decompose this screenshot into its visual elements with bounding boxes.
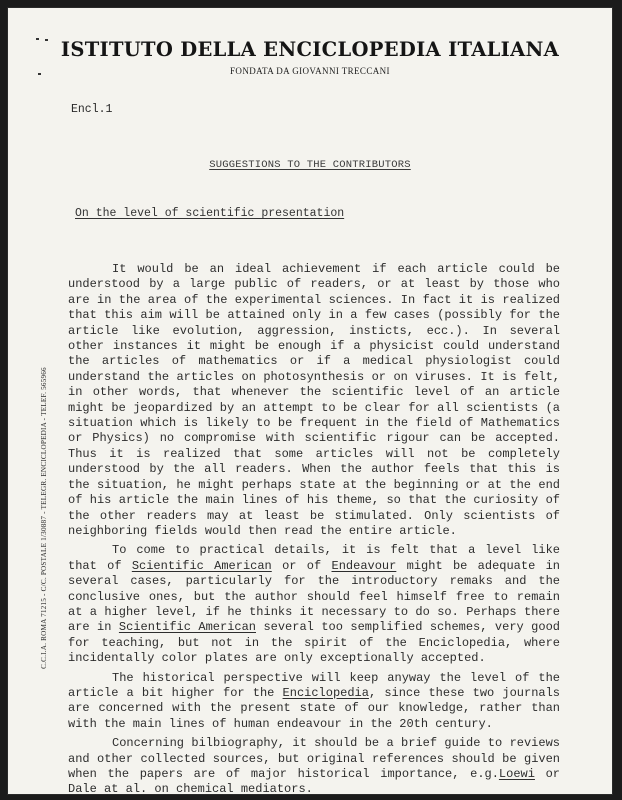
author-name: Dale [68, 782, 97, 794]
text-run: several too semplified schemes, very good for teaching, but not in the spirit of the Enciclopedia, where incidentally color plates are only exceptionally accepted. [68, 620, 560, 666]
author-name: Loewi [498, 767, 535, 781]
enclosure-label: Encl.1 [71, 103, 113, 116]
text-run: To come to practical details, it is felt that a level like that of [68, 543, 560, 573]
text-run: might be adequate in several cases, particularly for the introductory remaks and the conclusive ones, but the author should feel himself free to remain at a higher level, if he thinks it necessary to do so. Perhaps there are in [68, 558, 560, 635]
text-run: Concerning bilbiography, it should be a brief guide to reviews and other collected sources, but original references should be given when the papers are of major historical importance, e.g. [68, 736, 560, 781]
text-run: at al. on chemical mediators. [96, 782, 313, 794]
section-subheading [75, 207, 344, 220]
publication-title: Enciclopedia [282, 685, 369, 700]
body-text [68, 262, 560, 794]
paragraph-practical-details [68, 543, 560, 666]
document-heading-text: SUGGESTIONS TO THE CONTRIBUTORS [209, 159, 411, 171]
text-run: , since these two journals are concerned with the present state of our knowledge, rather than with the main lines of human endeavour in the 20th century. [68, 685, 560, 731]
document-page [8, 8, 612, 794]
journal-title: Scientific American [131, 558, 272, 573]
margin-note-wrap [28, 268, 48, 768]
paragraph-historical [68, 671, 560, 733]
text-run: The historical perspective will keep anyway the level of the article a bit higher for the [68, 670, 560, 700]
letterhead-title: ISTITUTO DELLA ENCICLOPEDIA ITALIANA [60, 38, 560, 61]
text-run: or [534, 767, 560, 781]
letterhead-subtitle: FONDATA DA GIOVANNI TRECCANI [230, 66, 390, 76]
margin-note: C.C.I.A. ROMA 71215 - C/C. POSTALE 1/30887 - TELEGR. ENCICLOPEDIA - TELEF. 565966 [40, 367, 48, 669]
journal-title: Scientific American [118, 620, 256, 635]
journal-title: Endeavour [331, 558, 397, 573]
document-heading [8, 159, 612, 171]
paragraph-level: It would be an ideal achievement if each article could be understood by a large public of readers, or at least by those who are in the area of the experimental sciences. In fact it is realized that this aim will be attained only in a few cases (possibly for the article like evolution, aggression, insticts, ecc.). In several other instances it might be enough if a physicist could understand the articles of mathematics or if a medical physiologist could understand the articles on photosynthesis or on viruses. It is felt, in other words, that whenever the scientific level of an article might be jeopardized by an attempt to be clear for all scientists (a situation which is likely to be frequent in the field of Mathematics or Physics) no compromise with scientific rigour can be accepted. Thus it is realized that some articles will not be completely understood by the all readers. When the author feels that this is the situation, he might perhaps state at the beginning or at the end of his article the main lines of his theme, so that the curiosity of the other readers may at least be stimulated. Only scientists of neighboring fields would then read the entire article. [68, 262, 560, 538]
paragraph-bibliography [68, 736, 560, 794]
text-run: or of [271, 558, 332, 573]
section-subheading-text: On the level of scientific presentation [75, 207, 345, 220]
